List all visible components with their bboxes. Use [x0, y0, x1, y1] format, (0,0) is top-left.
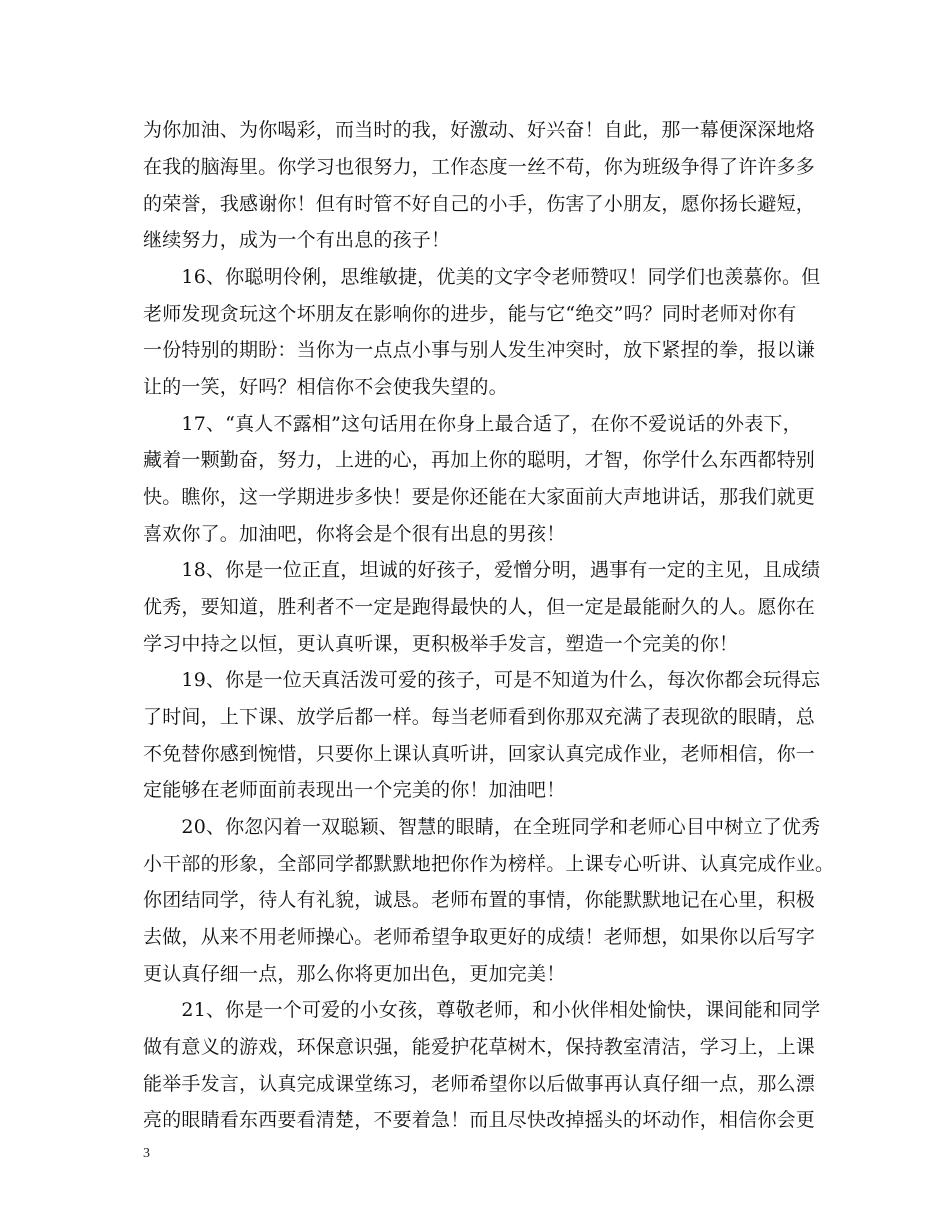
- text-line: 16、你聪明伶俐，思维敏捷，优美的文字令老师赞叹！同学们也羡慕你。但: [143, 266, 821, 288]
- text-line: 在我的脑海里。你学习也很努力，工作态度一丝不苟，你为班级争得了许许多多: [143, 156, 816, 178]
- text-line: 定能够在老师面前表现出一个完美的你！加油吧！: [143, 779, 566, 801]
- text-line: 继续努力，成为一个有出息的孩子！: [143, 229, 451, 251]
- text-line: 去做，从来不用老师操心。老师希望争取更好的成绩！老师想，如果你以后写字: [143, 926, 816, 948]
- page-number: 3: [143, 1146, 150, 1161]
- text-line: 喜欢你了。加油吧，你将会是个很有出息的男孩！: [143, 523, 566, 545]
- text-line: 亮的眼睛看东西要看清楚，不要着急！而且尽快改掉摇头的坏动作，相信你会更: [143, 1109, 816, 1131]
- text-line: 18、你是一位正直，坦诚的好孩子，爱憎分明，遇事有一定的主见，且成绩: [143, 559, 821, 581]
- text-line: 为你加油、为你喝彩，而当时的我，好激动、好兴奋！自此，那一幕便深深地烙: [143, 119, 816, 141]
- text-line: 更认真仔细一点，那么你将更加出色，更加完美！: [143, 963, 566, 985]
- text-line: 老师发现贪玩这个坏朋友在影响你的进步，能与它“绝交”吗？同时老师对你有: [143, 303, 797, 325]
- text-line: 小干部的形象，全部同学都默默地把你作为榜样。上课专心听讲、认真完成作业。: [143, 853, 835, 875]
- text-line: 17、“真人不露相”这句话用在你身上最合适了，在你不爱说话的外表下，: [143, 413, 802, 435]
- text-line: 21、你是一个可爱的小女孩，尊敬老师，和小伙伴相处愉快，课间能和同学: [143, 999, 821, 1021]
- text-line: 了时间，上下课、放学后都一样。每当老师看到你那双充满了表现欲的眼睛，总: [143, 706, 816, 728]
- text-line: 做有意义的游戏，环保意识强，能爱护花草树木，保持教室清洁，学习上，上课: [143, 1036, 816, 1058]
- text-line: 优秀，要知道，胜利者不一定是跑得最快的人，但一定是最能耐久的人。愿你在: [143, 596, 816, 618]
- text-line: 让的一笑，好吗？相信你不会使我失望的。: [143, 376, 508, 398]
- text-line: 快。瞧你，这一学期进步多快！要是你还能在大家面前大声地讲话，那我们就更: [143, 486, 816, 508]
- text-line: 你团结同学，待人有礼貌，诚恳。老师布置的事情，你能默默地记在心里，积极: [143, 889, 816, 911]
- text-line: 不免替你感到惋惜，只要你上课认真听讲，回家认真完成作业，老师相信，你一: [143, 743, 816, 765]
- text-line: 一份特别的期盼：当你为一点点小事与别人发生冲突时，放下紧捏的拳，报以谦: [143, 339, 816, 361]
- text-line: 藏着一颗勤奋，努力，上进的心，再加上你的聪明，才智，你学什么东西都特别: [143, 449, 816, 471]
- text-line: 学习中持之以恒，更认真听课，更积极举手发言，塑造一个完美的你！: [143, 633, 739, 655]
- text-line: 的荣誉，我感谢你！但有时管不好自己的小手，伤害了小朋友，愿你扬长避短，: [143, 193, 816, 215]
- text-line: 20、你忽闪着一双聪颖、智慧的眼睛，在全班同学和老师心目中树立了优秀: [143, 816, 821, 838]
- text-line: 19、你是一位天真活泼可爱的孩子，可是不知道为什么，每次你都会玩得忘: [143, 669, 821, 691]
- text-line: 能举手发言，认真完成课堂练习，老师希望你以后做事再认真仔细一点，那么漂: [143, 1073, 816, 1095]
